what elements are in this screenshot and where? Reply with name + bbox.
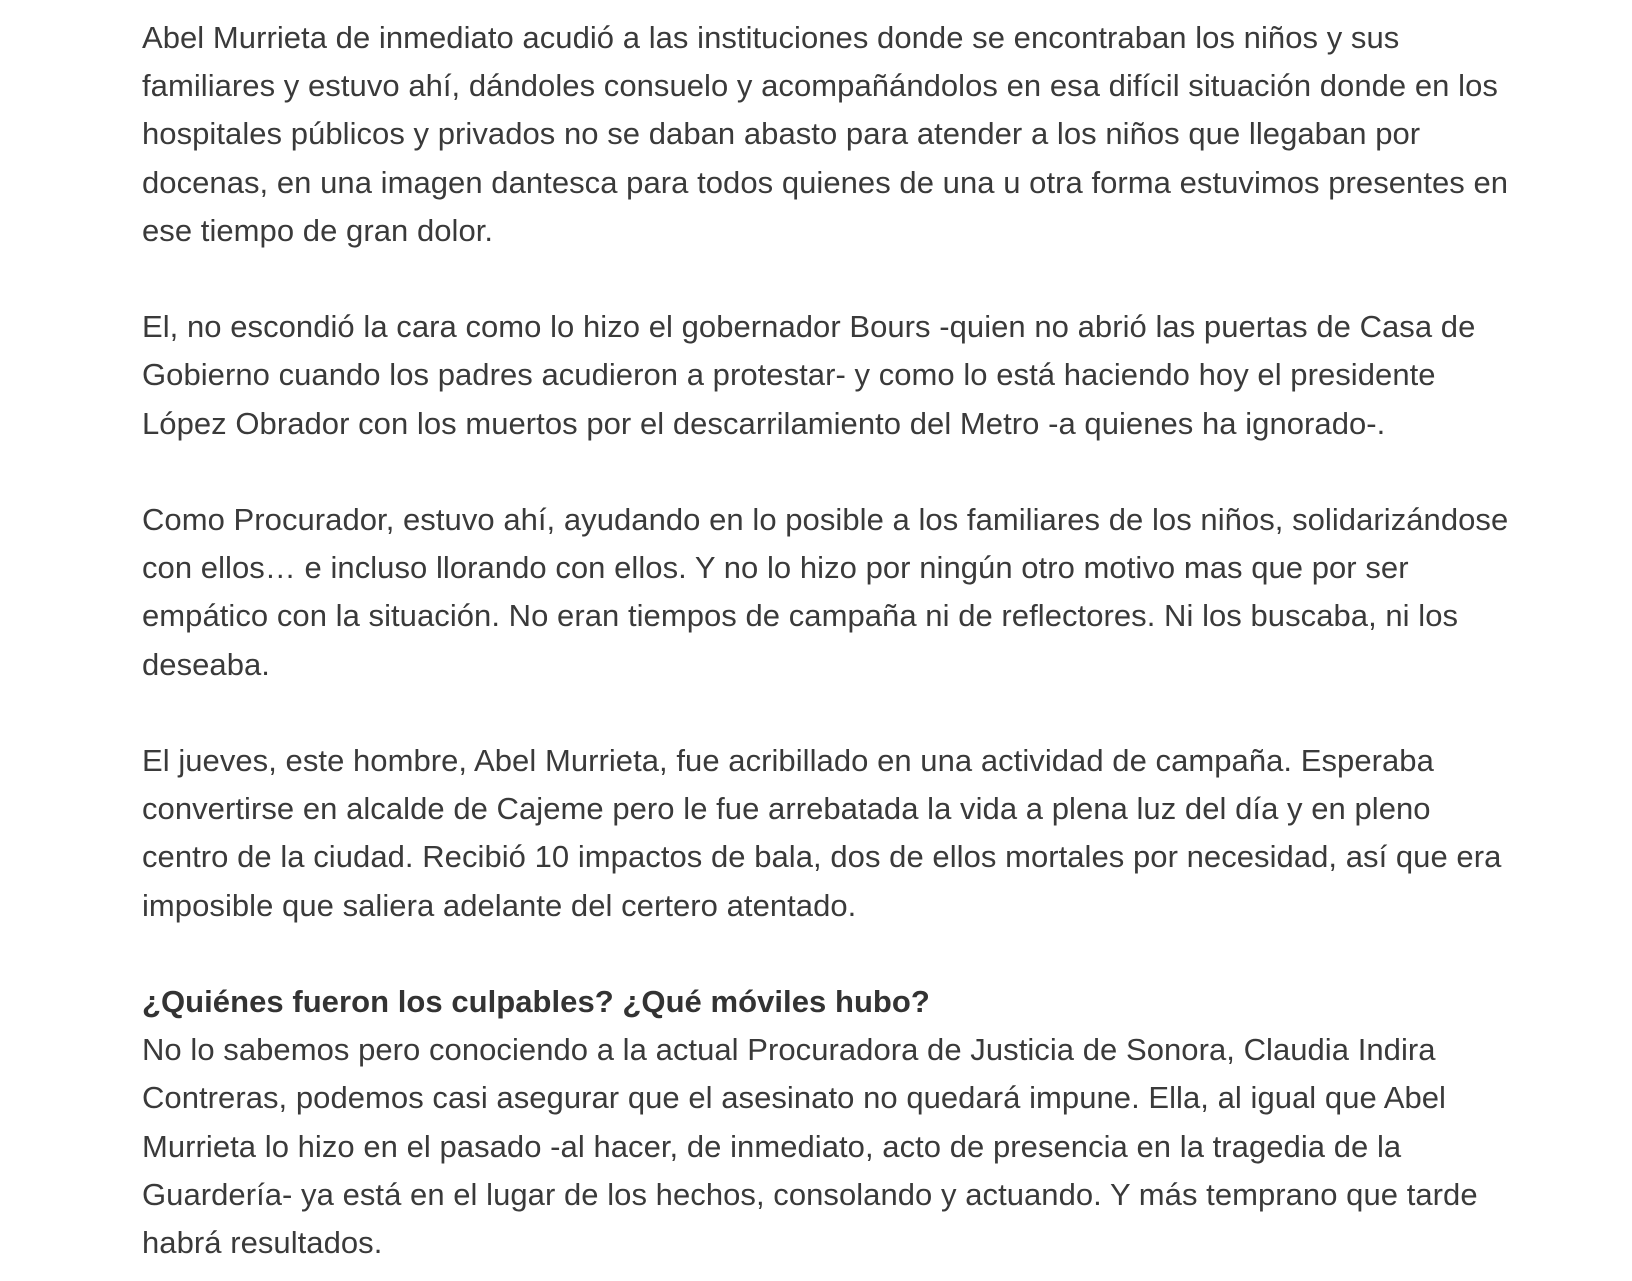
article-paragraph: El, no escondió la cara como lo hizo el gobernador Bours -quien no abrió las puertas de Casa de Gobierno cuando los padres acudieron a protestar- y como lo está haciendo hoy el presidente López Obrador con los muertos por el descarrilamiento del Metro -a quienes ha ignorado-. [142,309,1476,441]
article-subheading: ¿Quiénes fueron los culpables? ¿Qué móviles hubo? [142,984,930,1019]
article-body [142,14,1522,1267]
article-paragraph: No lo sabemos pero conociendo a la actual Procuradora de Justicia de Sonora, Claudia Indira Contreras, podemos casi asegurar que el asesinato no quedará impune. Ella, al igual que Abel Murrieta lo hizo en el pasado -al hacer, de inmediato, acto de presencia en la tragedia de la Guardería- ya está en el lugar de los hechos, consolando y actuando. Y más temprano que tarde habrá resultados. [142,1032,1478,1261]
article-paragraph: El jueves, este hombre, Abel Murrieta, fue acribillado en una actividad de campaña. Esperaba convertirse en alcalde de Cajeme pero le fue arrebatada la vida a plena luz del día y en pleno centro de la ciudad. Recibió 10 impactos de bala, dos de ellos mortales por necesidad, así que era imposible que saliera adelante del certero atentado. [142,743,1502,923]
article-paragraph: Como Procurador, estuvo ahí, ayudando en lo posible a los familiares de los niños, solidarizándose con ellos… e incluso llorando con ellos. Y no lo hizo por ningún otro motivo mas que por ser empático con la situación. No eran tiempos de campaña ni de reflectores. Ni los buscaba, ni los deseaba. [142,502,1509,682]
article-paragraph: Abel Murrieta de inmediato acudió a las instituciones donde se encontraban los niños y sus familiares y estuvo ahí, dándoles consuelo y acompañándolos en esa difícil situación donde en los hospitales públicos y privados no se daban abasto para atender a los niños que llegaban por docenas, en una imagen dantesca para todos quienes de una u otra forma estuvimos presentes en ese tiempo de gran dolor. [142,20,1509,248]
